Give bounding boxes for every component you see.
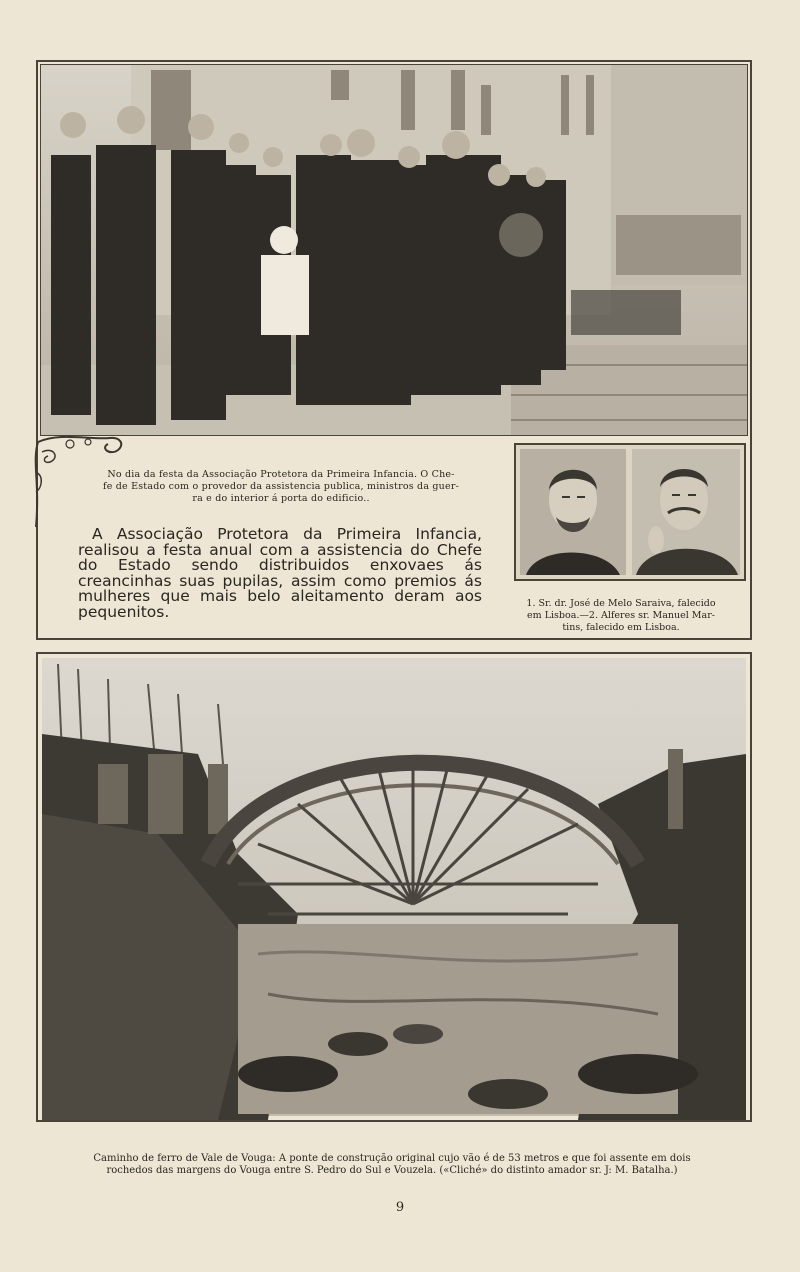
group-photo <box>40 64 748 436</box>
portraits-image <box>516 445 744 579</box>
caption-line: ra e do interior á porta do edificio.. <box>192 493 370 504</box>
caption-line: Caminho de ferro de Vale de Vouga: A ponte de construção original cujo vão é de 53 metros e que foi assente em dois <box>93 1153 691 1164</box>
caption-line: 1. Sr. dr. José de Melo Saraiva, falecido <box>526 598 716 609</box>
portraits-caption <box>500 598 742 634</box>
caption-line: em Lisboa.—2. Alferes sr. Manuel Mar- <box>527 610 715 621</box>
page-number: 9 <box>395 1200 405 1215</box>
bridge-photo-image <box>38 654 750 1120</box>
caption-line: rochedos das margens do Vouga entre S. Pedro do Sul e Vouzela. («Cliché» do distinto amador sr. J: M. Batalha.) <box>106 1165 678 1176</box>
caption-line: tins, falecido em Lisboa. <box>562 622 680 633</box>
caption-line: fe de Estado com o provedor da assistencia publica, ministros da guer- <box>103 481 459 492</box>
group-photo-caption <box>76 469 486 505</box>
article-paragraph: A Associação Protetora da Primeira Infancia, realisou a festa anual com a assistencia do Chefe do Estado sendo distribuidos enxovaes ás creancinhas suas pupilas, assim como premios ás mulheres que mais belo aleitamento deram aos pequenitos. <box>78 525 482 621</box>
portraits-frame <box>514 443 746 581</box>
bridge-photo-caption <box>36 1153 748 1177</box>
group-photo-image <box>41 65 748 436</box>
bridge-photo-frame <box>36 652 752 1122</box>
caption-line: No dia da festa da Associação Protetora da Primeira Infancia. O Che- <box>107 469 455 480</box>
